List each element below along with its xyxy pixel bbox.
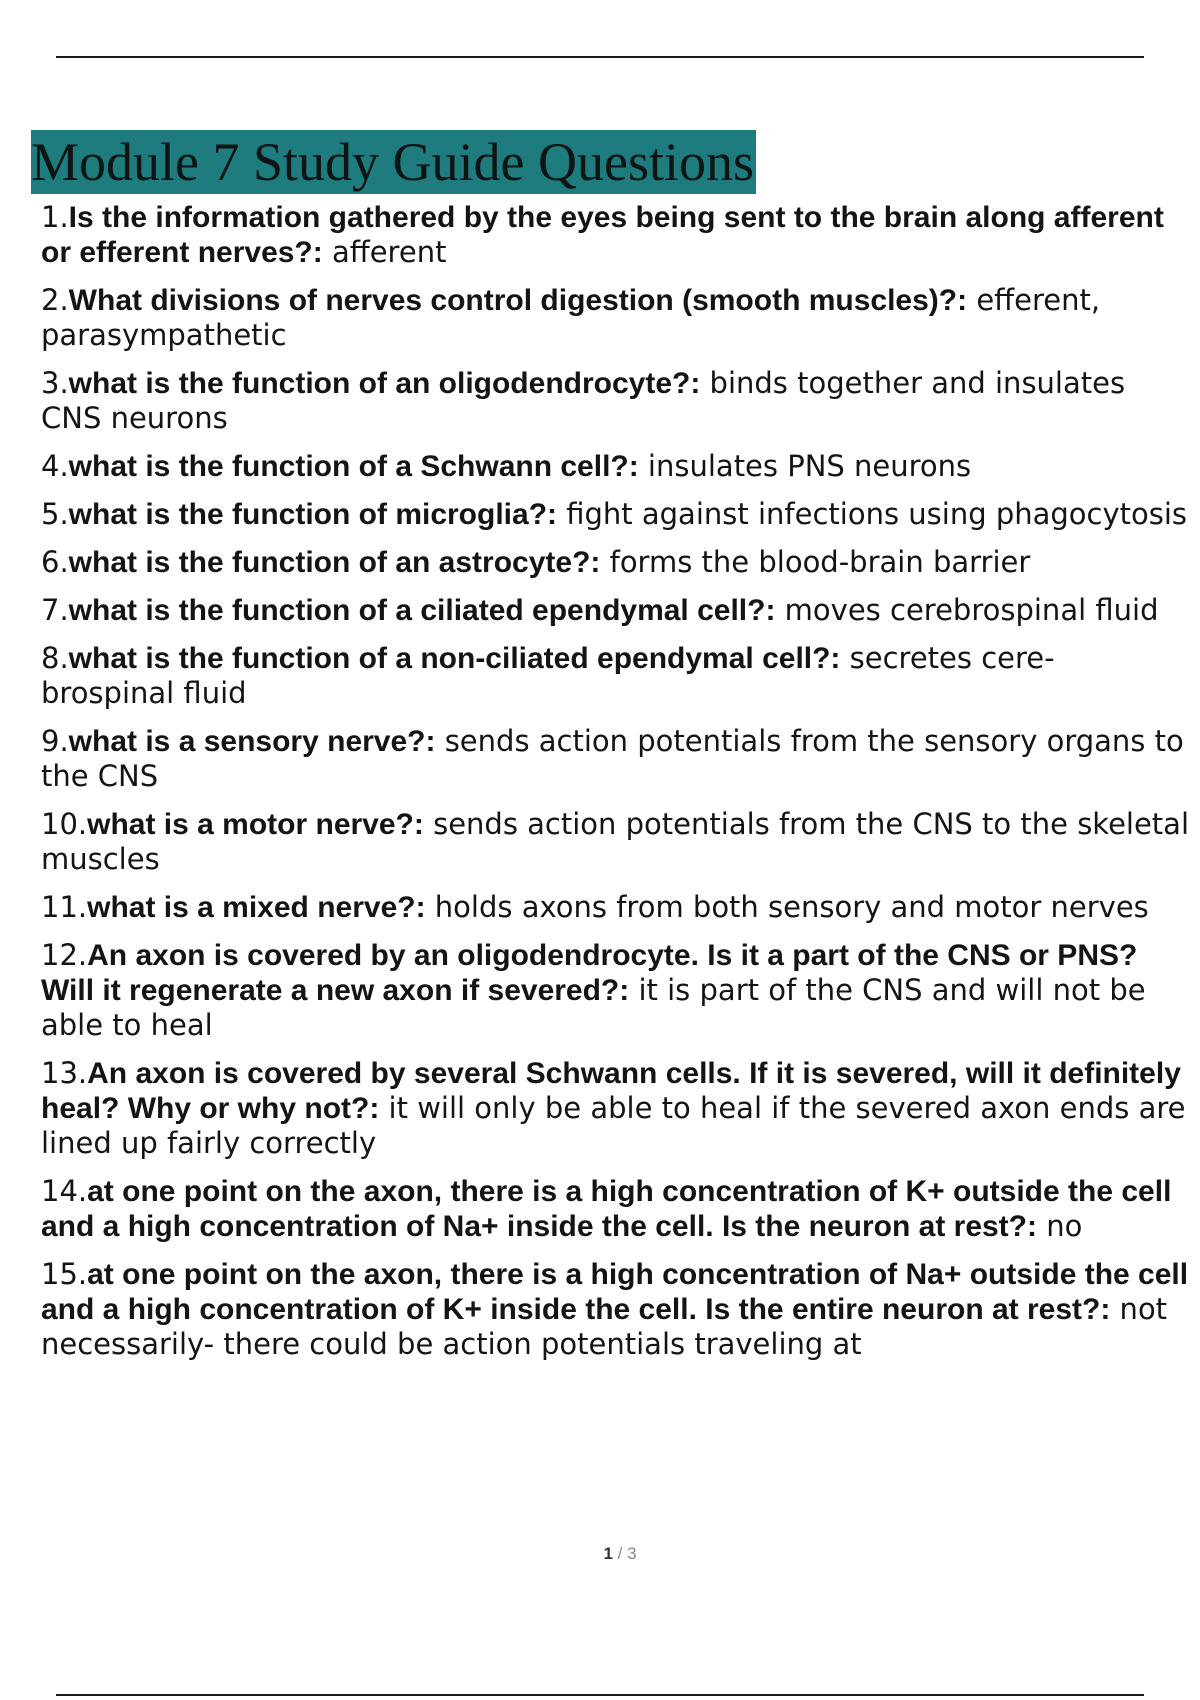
question-text: what is the function of a Schwann cell?: (68, 450, 639, 483)
answer-text: insulates PNS neurons (638, 449, 972, 483)
item-number: 13. (41, 1056, 88, 1090)
question-text: what is a motor nerve?: (87, 808, 424, 841)
question-text: What divisions of nerves control digestion (smooth muscles)?: (68, 284, 968, 317)
item-number: 1. (41, 200, 69, 234)
question-text: what is the function of an oligodendrocyte?: (68, 367, 701, 400)
question-text: An axon is covered by an oligodendrocyte. Is it a part of the CNS or PNS? Will it regenerate a new axon if severed?: (41, 939, 1138, 1007)
item-number: 12. (41, 938, 88, 972)
list-item (41, 497, 1191, 532)
page-indicator (0, 1544, 1200, 1564)
answer-text: not necessarily- there could be action potentials traveling at (41, 1292, 1168, 1361)
question-text: what is the function of a ciliated ependymal cell?: (68, 594, 776, 627)
answer-text: it is part of the CNS and will not be able to heal (41, 973, 1146, 1042)
answer-text: afferent (322, 235, 447, 269)
item-number: 2. (41, 283, 69, 317)
answer-text: sends action potentials from the CNS to the skeletal muscles (41, 807, 1190, 876)
list-item (41, 1174, 1191, 1244)
total-pages: 3 (627, 1544, 637, 1563)
answer-text: it will only be able to heal if the severed axon ends are lined up fairly correctly (41, 1091, 1186, 1160)
list-item (41, 1257, 1191, 1362)
question-text: what is the function of a non-ciliated ependymal cell?: (68, 642, 841, 675)
list-item (41, 938, 1191, 1043)
list-item (41, 641, 1191, 711)
answer-text: moves cerebrospinal fluid (775, 593, 1159, 627)
question-text: what is the function of an astrocyte?: (68, 546, 601, 579)
bottom-rule (56, 1694, 1144, 1696)
question-text: what is a sensory nerve?: (68, 725, 436, 758)
list-item (41, 283, 1191, 353)
item-number: 15. (41, 1257, 88, 1291)
answer-text: secretes cere- brospinal fluid (41, 641, 1055, 710)
answer-text: no (1037, 1209, 1083, 1243)
question-text: what is a mixed nerve?: (87, 891, 426, 924)
item-number: 14. (41, 1174, 88, 1208)
answer-text: binds together and insulates CNS neurons (41, 366, 1126, 435)
list-item (41, 545, 1191, 580)
list-item (41, 366, 1191, 436)
list-item (41, 724, 1191, 794)
question-text: at one point on the axon, there is a high concentration of K+ outside the cell and a high concentration of Na+ inside the cell. Is the neuron at rest?: (41, 1175, 1172, 1243)
page-separator: / (612, 1544, 628, 1563)
question-list (41, 200, 1191, 1375)
list-item (41, 1056, 1191, 1161)
list-item (41, 449, 1191, 484)
answer-text: forms the blood-brain barrier (600, 545, 1031, 579)
top-rule (56, 56, 1144, 58)
item-number: 4. (41, 449, 69, 483)
page-title: Module 7 Study Guide Questions (31, 132, 754, 192)
answer-text: fight against infections using phagocytosis (557, 497, 1188, 531)
list-item (41, 593, 1191, 628)
question-text: Is the information gathered by the eyes being sent to the brain along afferent or efferent nerves?: (41, 201, 1164, 269)
current-page: 1 (603, 1544, 613, 1563)
item-number: 7. (41, 593, 69, 627)
item-number: 9. (41, 724, 69, 758)
question-text: at one point on the axon, there is a high concentration of Na+ outside the cell and a high concentration of K+ inside the cell. Is the entire neuron at rest?: (41, 1258, 1189, 1326)
item-number: 6. (41, 545, 69, 579)
list-item (41, 890, 1191, 925)
item-number: 8. (41, 641, 69, 675)
answer-text: holds axons from both sensory and motor nerves (425, 890, 1149, 924)
item-number: 3. (41, 366, 69, 400)
item-number: 10. (41, 807, 88, 841)
list-item (41, 200, 1191, 270)
answer-text: efferent, parasympathetic (41, 283, 1101, 352)
item-number: 11. (41, 890, 88, 924)
item-number: 5. (41, 497, 69, 531)
question-text: what is the function of microglia?: (68, 498, 558, 531)
answer-text: sends action potentials from the sensory organs to the CNS (41, 724, 1184, 793)
question-text: An axon is covered by several Schwann cells. If it is severed, will it definitely heal? Why or why not?: (41, 1057, 1181, 1125)
list-item (41, 807, 1191, 877)
